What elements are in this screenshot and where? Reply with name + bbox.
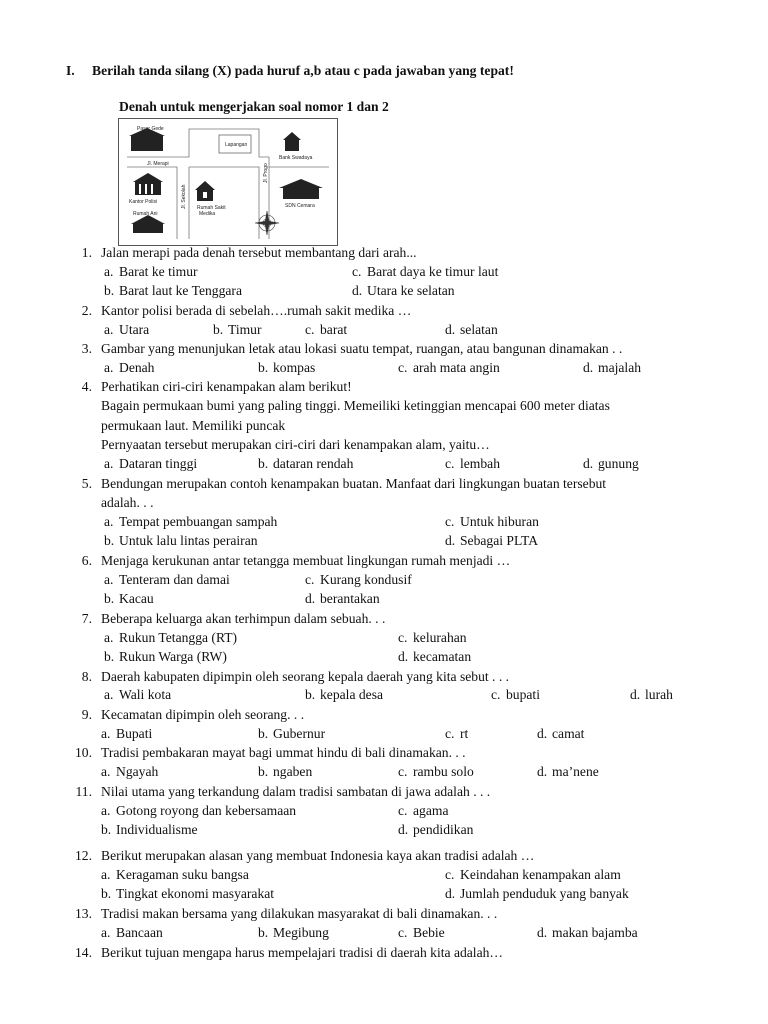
answer-option[interactable]: [445, 322, 498, 338]
option-text: Untuk hiburan: [460, 514, 539, 529]
answer-option[interactable]: [537, 764, 599, 780]
question-number: 10.: [75, 745, 92, 760]
option-letter: c.: [445, 514, 455, 529]
answer-option[interactable]: [537, 925, 638, 941]
answer-option[interactable]: [258, 925, 329, 941]
answer-option[interactable]: [445, 514, 539, 530]
label-sekolah: Jl. Sekolah: [181, 184, 187, 209]
rumah-ani-building: [131, 215, 165, 233]
option-text: bupati: [506, 687, 540, 702]
answer-option[interactable]: [101, 886, 274, 902]
rumah-sakit-building: [195, 181, 215, 201]
answer-option[interactable]: [104, 514, 277, 530]
option-letter: d.: [537, 726, 548, 741]
answer-option[interactable]: [104, 283, 242, 299]
option-text: arah mata angin: [413, 360, 500, 375]
option-text: Barat laut ke Tenggara: [119, 283, 242, 298]
option-text: lembah: [460, 456, 501, 471]
answer-option[interactable]: [101, 803, 296, 819]
option-letter: b.: [104, 649, 115, 664]
answer-option[interactable]: [352, 264, 498, 280]
answer-option[interactable]: [445, 533, 538, 549]
label-lapangan: Lapangan: [225, 142, 248, 148]
question-number: 1.: [81, 245, 92, 260]
option-text: kompas: [273, 360, 316, 375]
answer-option[interactable]: [104, 322, 149, 338]
option-text: Gotong royong dan kebersamaan: [116, 803, 297, 818]
answer-option[interactable]: [101, 764, 158, 780]
answer-option[interactable]: [398, 360, 500, 376]
answer-option[interactable]: [104, 572, 230, 588]
answer-option[interactable]: [104, 687, 171, 703]
option-letter: c.: [445, 456, 455, 471]
option-letter: c.: [491, 687, 501, 702]
option-letter: a.: [101, 803, 111, 818]
answer-option[interactable]: [305, 591, 380, 607]
option-letter: d.: [398, 822, 409, 837]
option-text: rt: [460, 726, 469, 741]
option-text: majalah: [598, 360, 642, 375]
option-letter: a.: [104, 572, 114, 587]
answer-option[interactable]: [104, 360, 154, 376]
answer-option[interactable]: [445, 726, 468, 742]
option-text: Jumlah penduduk yang banyak: [460, 886, 629, 901]
answer-option[interactable]: [491, 687, 540, 703]
kantor-polisi-building: [133, 173, 163, 195]
option-text: ma’nene: [552, 764, 599, 779]
option-text: Tenteram dan damai: [119, 572, 230, 587]
answer-option[interactable]: [258, 360, 315, 376]
answer-option[interactable]: [352, 283, 455, 299]
question-text: Nilai utama yang terkandung dalam tradisi sambatan di jawa adalah . . .: [101, 784, 491, 799]
option-letter: b.: [104, 533, 115, 548]
label-progo: Jl. Progo: [263, 163, 269, 183]
answer-option[interactable]: [258, 456, 353, 472]
question-text: Daerah kabupaten dipimpin oleh seorang kepala daerah yang kita sebut . . .: [101, 669, 510, 684]
option-letter: b.: [104, 283, 115, 298]
answer-option[interactable]: [101, 925, 163, 941]
answer-option[interactable]: [445, 867, 621, 883]
option-text: Utara ke selatan: [367, 283, 455, 298]
label-merapi: Jl. Merapi: [147, 161, 169, 167]
option-text: Ngayah: [116, 764, 159, 779]
option-letter: d.: [445, 322, 456, 337]
option-text: Barat daya ke timur laut: [367, 264, 499, 279]
answer-option[interactable]: [630, 687, 673, 703]
option-letter: b.: [101, 886, 112, 901]
option-text: Kacau: [119, 591, 154, 606]
option-text: Bupati: [116, 726, 153, 741]
question-text: Tradisi pembakaran mayat bagi ummat hindu di bali dinamakan. . .: [101, 745, 466, 760]
option-letter: a.: [101, 726, 111, 741]
option-text: gunung: [598, 456, 639, 471]
question-text: Perhatikan ciri-ciri kenampakan alam berikut!: [101, 379, 352, 394]
answer-option[interactable]: [101, 726, 152, 742]
question-text: Kecamatan dipimpin oleh seorang. . .: [101, 707, 305, 722]
answer-option[interactable]: [305, 572, 412, 588]
option-letter: b.: [258, 764, 269, 779]
option-text: Bebie: [413, 925, 445, 940]
question-number: 7.: [81, 611, 92, 626]
section-instruction: Berilah tanda silang (X) pada huruf a,b atau c pada jawaban yang tepat!: [92, 63, 514, 78]
question-text: Bagain permukaan bumi yang paling tinggi. Memeiliki ketinggian mencapai 600 meter diatas: [101, 398, 610, 414]
option-text: ngaben: [273, 764, 313, 779]
option-text: camat: [552, 726, 585, 741]
sdn-cemara-building: [279, 179, 323, 199]
question-number: 13.: [75, 906, 92, 921]
answer-option[interactable]: [398, 925, 445, 941]
question-number: 12.: [75, 848, 92, 863]
question-number: 6.: [81, 553, 92, 568]
option-letter: a.: [104, 687, 114, 702]
option-text: Rukun Tetangga (RT): [119, 630, 238, 645]
answer-option[interactable]: [305, 687, 383, 703]
option-text: Wali kota: [119, 687, 172, 702]
question-number: 5.: [81, 476, 92, 491]
option-letter: d.: [445, 886, 456, 901]
option-text: pendidikan: [413, 822, 474, 837]
option-letter: c.: [445, 726, 455, 741]
option-text: Tingkat ekonomi masyarakat: [116, 886, 275, 901]
question-text: Gambar yang menunjukan letak atau lokasi suatu tempat, ruangan, atau bangunan dinamakan . .: [101, 341, 623, 356]
question-text: Kantor polisi berada di sebelah….rumah sakit medika …: [101, 303, 412, 318]
question-number: 14.: [75, 945, 92, 960]
answer-option[interactable]: [104, 649, 227, 665]
option-text: Keragaman suku bangsa: [116, 867, 249, 882]
option-text: kepala desa: [320, 687, 384, 702]
option-letter: b.: [258, 726, 269, 741]
answer-option[interactable]: [258, 764, 312, 780]
option-letter: c.: [398, 764, 408, 779]
map-caption: Denah untuk mengerjakan soal nomor 1 dan 2: [119, 99, 389, 114]
answer-option[interactable]: [445, 456, 500, 472]
label-bank: Bank Swadaya: [279, 155, 313, 161]
option-letter: d.: [537, 764, 548, 779]
option-text: Kurang kondusif: [320, 572, 412, 587]
option-text: barat: [320, 322, 348, 337]
option-letter: a.: [101, 764, 111, 779]
answer-option[interactable]: [398, 649, 471, 665]
option-letter: c.: [445, 867, 455, 882]
option-letter: a.: [101, 867, 111, 882]
answer-option[interactable]: [104, 630, 237, 646]
option-letter: c.: [398, 803, 408, 818]
question-text: Menjaga kerukunan antar tetangga membuat lingkungan rumah menjadi …: [101, 553, 511, 568]
option-letter: a.: [104, 630, 114, 645]
option-letter: d.: [398, 649, 409, 664]
question-text: permukaan laut. Memiliki puncak: [101, 417, 286, 433]
option-letter: c.: [398, 360, 408, 375]
option-letter: b.: [305, 687, 316, 702]
answer-option[interactable]: [398, 822, 473, 838]
option-letter: c.: [305, 322, 315, 337]
option-letter: c.: [398, 630, 408, 645]
section-number: I.: [66, 63, 75, 78]
option-text: Barat ke timur: [119, 264, 198, 279]
question-text: Bendungan merupakan contoh kenampakan buatan. Manfaat dari lingkungan buatan tersebut: [101, 476, 607, 491]
question-text: Jalan merapi pada denah tersebut membantang dari arah...: [101, 245, 417, 260]
option-text: makan bajamba: [552, 925, 638, 940]
option-text: selatan: [460, 322, 498, 337]
option-text: Keindahan kenampakan alam: [460, 867, 621, 882]
option-text: kecamatan: [413, 649, 472, 664]
option-text: Individualisme: [116, 822, 198, 837]
option-text: Gubernur: [273, 726, 326, 741]
answer-option[interactable]: [104, 591, 154, 607]
option-text: Timur: [228, 322, 262, 337]
option-letter: d.: [352, 283, 363, 298]
option-letter: d.: [445, 533, 456, 548]
option-letter: d.: [537, 925, 548, 940]
label-rumah-ani: Rumah Ani: [133, 211, 158, 217]
option-text: Rukun Warga (RW): [119, 649, 227, 664]
question-number: 8.: [81, 669, 92, 684]
answer-option[interactable]: [104, 264, 198, 280]
option-text: rambu solo: [413, 764, 474, 779]
label-sdn: SDN Cemara: [285, 203, 315, 209]
label-medika: Medika: [199, 211, 216, 217]
option-text: Megibung: [273, 925, 329, 940]
option-text: Sebagai PLTA: [460, 533, 539, 548]
answer-option[interactable]: [101, 867, 249, 883]
answer-option[interactable]: [445, 886, 629, 902]
question-number: 3.: [81, 341, 92, 356]
option-letter: a.: [104, 360, 114, 375]
answer-option[interactable]: [583, 360, 641, 376]
option-letter: a.: [101, 925, 111, 940]
question-text: adalah. . .: [101, 495, 154, 511]
option-letter: a.: [104, 322, 114, 337]
option-text: Utara: [119, 322, 150, 337]
answer-option[interactable]: [305, 322, 347, 338]
option-letter: b.: [258, 925, 269, 940]
option-text: berantakan: [320, 591, 380, 606]
option-letter: d.: [583, 360, 594, 375]
option-text: Dataran tinggi: [119, 456, 198, 471]
question-number: 9.: [81, 707, 92, 722]
option-letter: b.: [258, 456, 269, 471]
answer-option[interactable]: [104, 533, 258, 549]
option-letter: c.: [352, 264, 362, 279]
option-letter: b.: [213, 322, 224, 337]
option-text: Denah: [119, 360, 155, 375]
denah-map-drawing: [119, 119, 337, 245]
question-text: Tradisi makan bersama yang dilakukan masyarakat di bali dinamakan. . .: [101, 906, 498, 921]
label-pasar: Pasar Gede: [137, 126, 164, 132]
option-letter: d.: [305, 591, 316, 606]
label-polisi: Kantor Polisi: [129, 199, 158, 205]
option-text: Bancaan: [116, 925, 163, 940]
answer-option[interactable]: [213, 322, 262, 338]
option-text: kelurahan: [413, 630, 467, 645]
question-text: Berikut tujuan mengapa harus mempelajari tradisi di daerah kita adalah…: [101, 945, 504, 960]
question-text: Beberapa keluarga akan terhimpun dalam sebuah. . .: [101, 611, 386, 626]
option-text: dataran rendah: [273, 456, 354, 471]
question-number: 4.: [81, 379, 92, 394]
option-letter: b.: [101, 822, 112, 837]
question-text: Pernyaatan tersebut merupakan ciri-ciri dari kenampakan alam, yaitu…: [101, 436, 490, 452]
option-letter: c.: [398, 925, 408, 940]
option-letter: b.: [258, 360, 269, 375]
option-text: Untuk lalu lintas perairan: [119, 533, 258, 548]
answer-option[interactable]: [583, 456, 639, 472]
answer-option[interactable]: [104, 456, 197, 472]
answer-option[interactable]: [101, 822, 198, 838]
option-letter: c.: [305, 572, 315, 587]
option-text: agama: [413, 803, 449, 818]
question-number: 11.: [75, 784, 92, 799]
question-number: 2.: [81, 303, 92, 318]
option-letter: b.: [104, 591, 115, 606]
option-letter: d.: [583, 456, 594, 471]
answer-option[interactable]: [537, 726, 584, 742]
option-letter: a.: [104, 264, 114, 279]
bank-building: [283, 132, 301, 151]
label-rumah-sakit: Rumah Sakit: [197, 205, 226, 211]
answer-option[interactable]: [398, 764, 474, 780]
answer-option[interactable]: [398, 803, 448, 819]
option-letter: a.: [104, 456, 114, 471]
option-letter: d.: [630, 687, 641, 702]
answer-option[interactable]: [258, 726, 325, 742]
option-letter: a.: [104, 514, 114, 529]
denah-map: [118, 118, 338, 246]
option-text: Tempat pembuangan sampah: [119, 514, 278, 529]
question-text: Berikut merupakan alasan yang membuat Indonesia kaya akan tradisi adalah …: [101, 848, 535, 863]
option-text: lurah: [645, 687, 673, 702]
answer-option[interactable]: [398, 630, 467, 646]
